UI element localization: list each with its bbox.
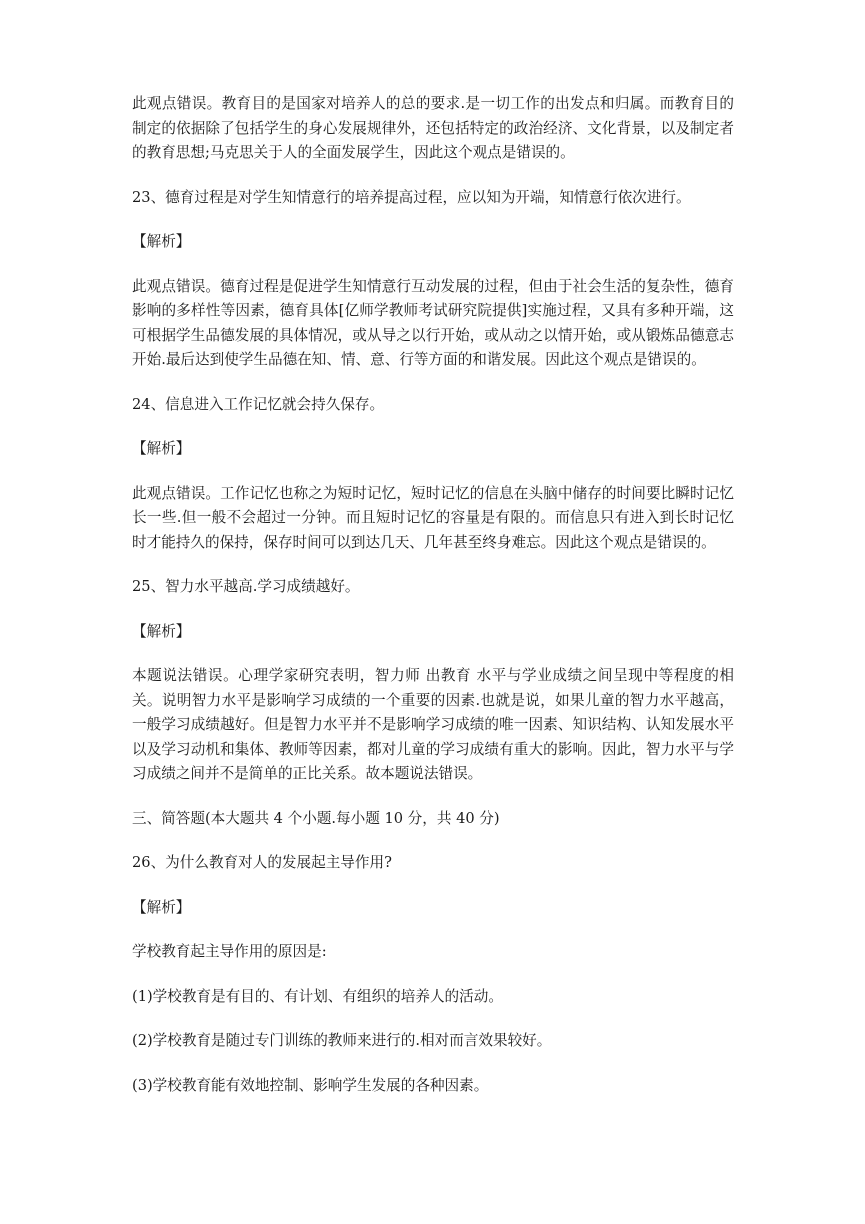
analysis-heading-24: 【解析】 <box>132 440 191 457</box>
answer-intro-26: 学校教育起主导作用的原因是: <box>132 943 327 960</box>
analysis-heading-26: 【解析】 <box>132 898 191 916</box>
question-25: 25、智力水平越高.学习成绩越好。 <box>132 578 360 595</box>
question-26: 26、为什么教育对人的发展起主导作用? <box>132 854 392 871</box>
section-heading-short-answer: 三、简答题(本大题共 4 个小题.每小题 10 分，共 40 分) <box>132 809 500 827</box>
answer-paragraph-23: 此观点错误。德育过程是促进学生知情意行互动发展的过程，但由于社会生活的复杂性，德育影响的多样性等因素，德育具体[亿师学教师考试研究院提供]实施过程，又具有多种开端，这可根据学生品德发展的具体情况，或从导之以行开始，或从动之以情开始，或从锻炼品德意志开始.最后达到使学生品德在知、情、意、行等方面的和谐发展。因此这个观点是错误的。 <box>132 277 734 368</box>
document-body <box>132 92 734 1118</box>
answer-point-3: (3)学校教育能有效地控制、影响学生发展的各种因素。 <box>132 1076 489 1094</box>
analysis-heading-25: 【解析】 <box>132 622 191 640</box>
question-23: 23、德育过程是对学生知情意行的培养提高过程，应以知为开端，知情意行依次进行。 <box>132 188 691 206</box>
answer-paragraph-25: 本题说法错误。心理学家研究表明，智力师 出教育 水平与学业成绩之间呈现中等程度的相关。说明智力水平是影响学习成绩的一个重要的因素.也就是说，如果儿童的智力水平越高，一般学习成绩越好。但是智力水平并不是影响学习成绩的唯一因素、知识结构、认知发展水平以及学习动机和集体、教师等因素，都对儿童的学习成绩有重大的影响。因此，智力水平与学习成绩之间并不是简单的正比关系。故本题说法错误。 <box>132 667 734 782</box>
analysis-heading-23: 【解析】 <box>132 233 191 250</box>
question-24: 24、信息进入工作记忆就会持久保存。 <box>132 395 385 413</box>
answer-paragraph-22: 此观点错误。教育目的是国家对培养人的总的要求.是一切工作的出发点和归属。而教育目的制定的依据除了包括学生的身心发展规律外，还包括特定的政治经济、文化背景，以及制定者的教育思想;马克思关于人的全面发展学生，因此这个观点是错误的。 <box>132 95 734 161</box>
answer-point-1: (1)学校教育是有目的、有计划、有组织的培养人的活动。 <box>132 987 503 1005</box>
answer-point-2: (2)学校教育是随过专门训练的教师来进行的.相对而言效果较好。 <box>132 1032 552 1049</box>
answer-paragraph-24: 此观点错误。工作记忆也称之为短时记忆，短时记忆的信息在头脑中储存的时间要比瞬时记忆长一些.但一般不会超过一分钟。而且短时记忆的容量是有限的。而信息只有进入到长时记忆时才能持久的保持，保存时间可以到达几天、几年甚至终身难忘。因此这个观点是错误的。 <box>132 484 734 551</box>
